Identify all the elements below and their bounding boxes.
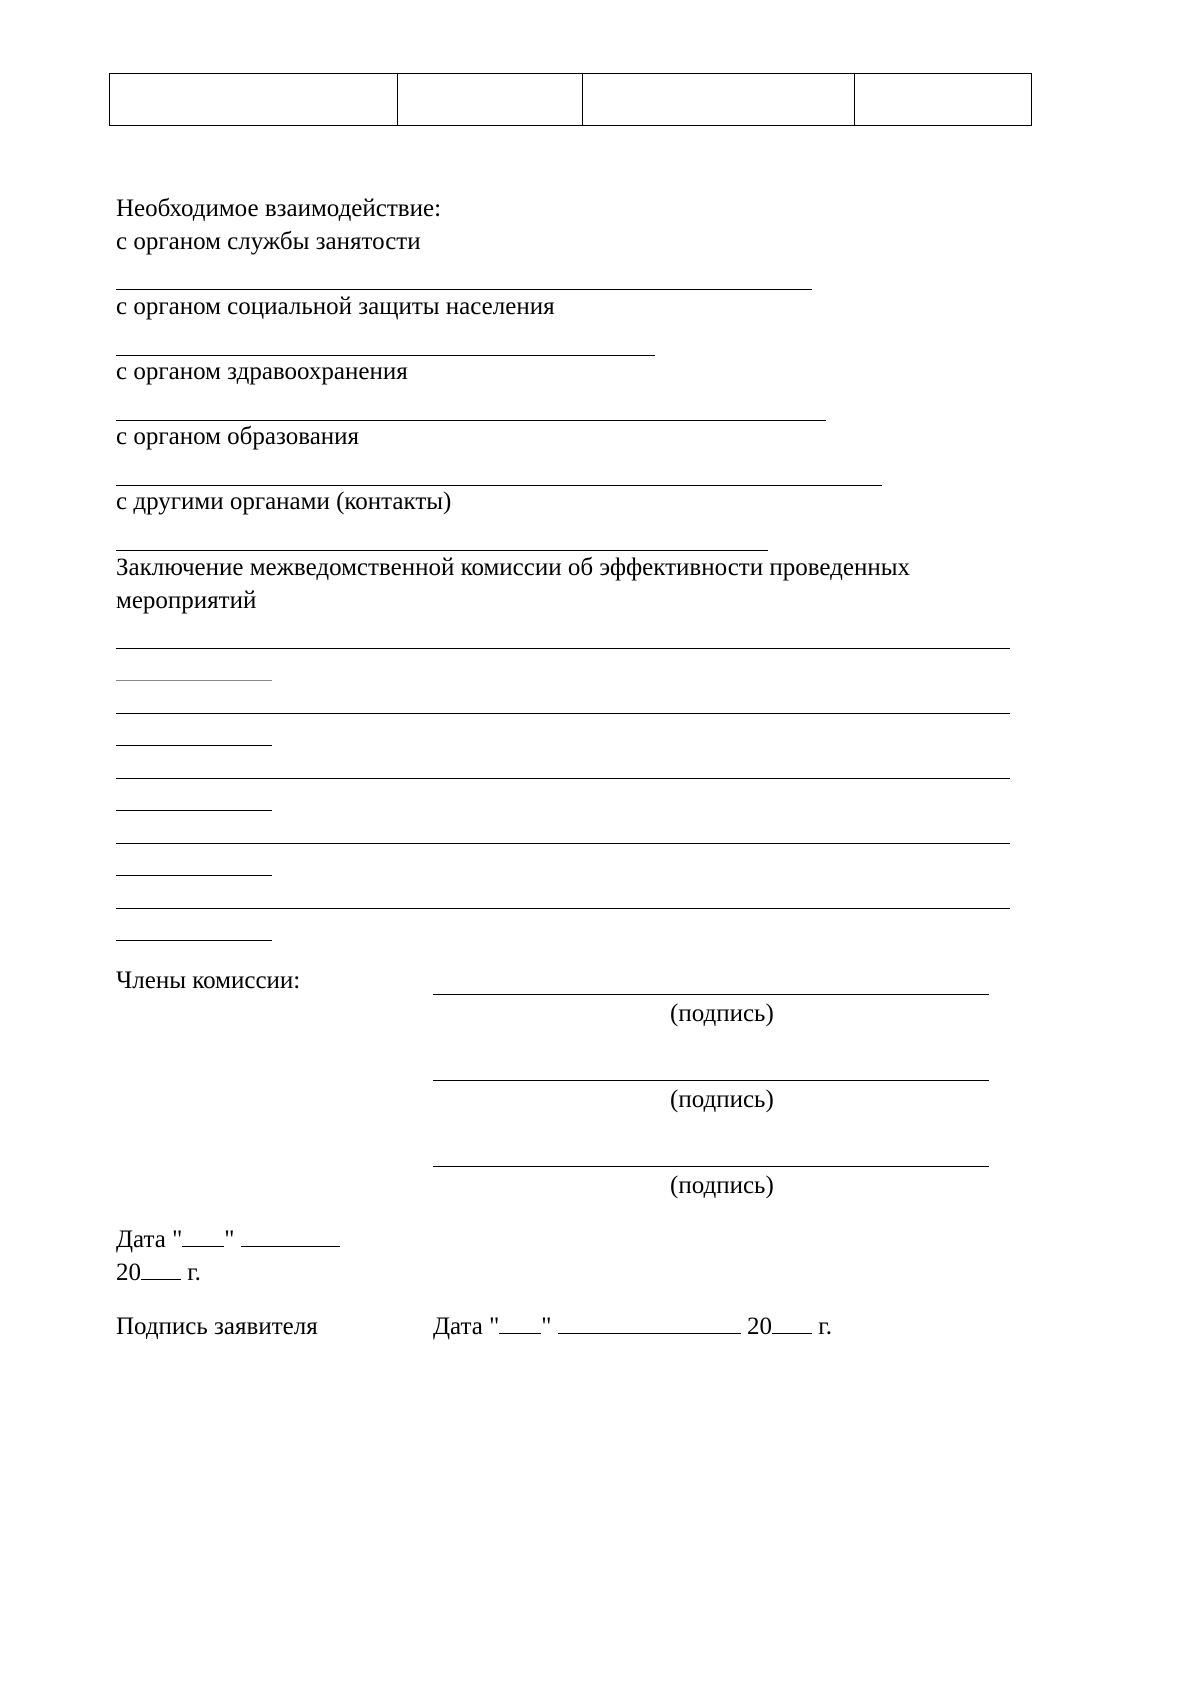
interaction-heading: Необходимое взаимодействие: (116, 195, 442, 222)
conclusion-blank-line[interactable] (116, 648, 1010, 649)
date-mid: " (224, 1226, 235, 1253)
applicant-date-day-blank[interactable] (499, 1313, 541, 1334)
signature-line-1[interactable] (433, 994, 989, 995)
date-prefix: Дата " (116, 1226, 183, 1253)
date-day-blank[interactable] (182, 1226, 224, 1247)
applicant-date-mid: " (541, 1313, 552, 1340)
conclusion-heading-line2: мероприятий (116, 587, 257, 614)
conclusion-blank-line-short[interactable] (116, 875, 272, 876)
conclusion-blank-line-short[interactable] (116, 810, 272, 811)
conclusion-blank-line[interactable] (116, 908, 1010, 909)
signature-caption-3: (подпись) (670, 1172, 774, 1199)
agency-health: с органом здравоохранения (116, 358, 408, 385)
agency-employment-blank-line[interactable] (116, 289, 812, 290)
year-suffix: г. (181, 1259, 201, 1286)
agency-other-blank-line[interactable] (116, 550, 768, 551)
applicant-date-line (433, 1312, 832, 1342)
table-cell (110, 74, 398, 126)
agency-education-blank-line[interactable] (116, 485, 882, 486)
conclusion-blank-line[interactable] (116, 843, 1010, 844)
agency-education: с органом образования (116, 423, 360, 450)
conclusion-blank-line[interactable] (116, 778, 1010, 779)
commission-date-line (116, 1225, 340, 1255)
agency-health-blank-line[interactable] (116, 420, 826, 421)
applicant-year-blank[interactable] (772, 1313, 812, 1334)
agency-employment: с органом службы занятости (116, 228, 421, 255)
year-blank[interactable] (141, 1259, 181, 1280)
conclusion-blank-line-short[interactable] (116, 680, 272, 681)
applicant-signature-label: Подпись заявителя (116, 1313, 318, 1340)
table-cell (855, 74, 1032, 126)
year-prefix: 20 (116, 1259, 141, 1286)
commission-year-line (116, 1258, 201, 1288)
conclusion-blank-line[interactable] (116, 713, 1010, 714)
signature-line-3[interactable] (433, 1166, 989, 1167)
signature-caption-2: (подпись) (670, 1086, 774, 1113)
applicant-year-prefix: 20 (747, 1313, 773, 1340)
agency-social-protection: с органом социальной защиты населения (116, 293, 555, 320)
table-cell (398, 74, 583, 126)
conclusion-blank-line-short[interactable] (116, 745, 272, 746)
top-table (109, 73, 1032, 126)
table-row (110, 74, 1032, 126)
signature-caption-1: (подпись) (670, 1000, 774, 1027)
signature-line-2[interactable] (433, 1080, 989, 1081)
commission-members-label: Члены комиссии: (116, 967, 301, 994)
conclusion-heading-line1: Заключение межведомственной комиссии об эффективности проведенных (116, 554, 911, 581)
applicant-date-prefix: Дата " (433, 1313, 500, 1340)
applicant-date-month-blank[interactable] (558, 1313, 741, 1334)
agency-other: с другими органами (контакты) (116, 488, 452, 515)
applicant-year-suffix: г. (812, 1313, 832, 1340)
date-month-blank[interactable] (241, 1226, 340, 1247)
agency-social-protection-blank-line[interactable] (116, 355, 655, 356)
conclusion-blank-line-short[interactable] (116, 940, 272, 941)
table-cell (583, 74, 855, 126)
